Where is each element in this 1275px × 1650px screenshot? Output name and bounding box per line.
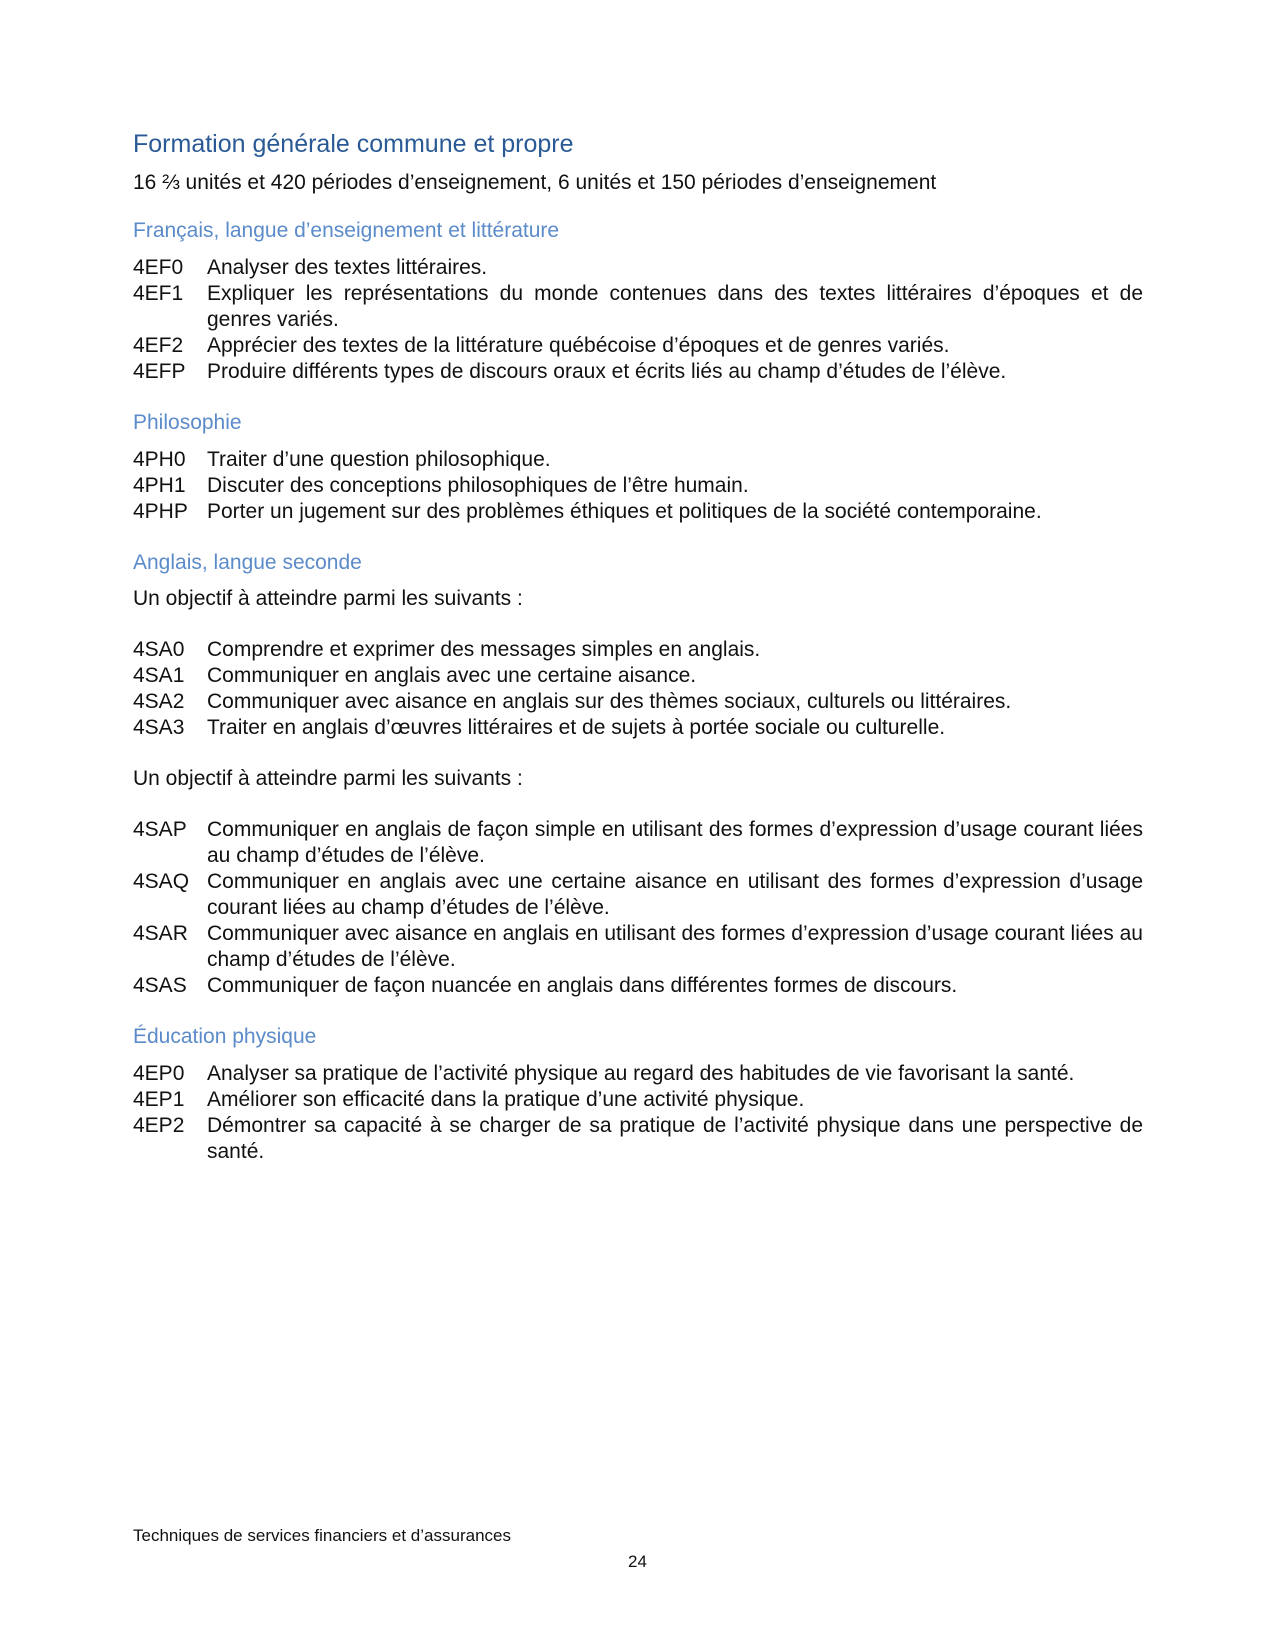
anglais-note-2: Un objectif à atteindre parmi les suivants : — [133, 767, 523, 790]
objective-text: Apprécier des textes de la littérature québécoise d’époques et de genres variés. — [207, 334, 950, 357]
objective-code: 4SA0 — [133, 638, 185, 661]
objective-code: 4EFP — [133, 360, 186, 383]
objective-code: 4EP2 — [133, 1114, 185, 1137]
objective-item — [133, 333, 1143, 359]
objective-text: Améliorer son efficacité dans la pratique d’une activité physique. — [207, 1088, 805, 1111]
objective-list-education-physique — [133, 1061, 1143, 1165]
page-number: 24 — [628, 1552, 647, 1571]
section-heading-anglais: Anglais, langue seconde — [133, 551, 362, 574]
objective-item — [133, 473, 1143, 499]
objective-code: 4EP1 — [133, 1088, 185, 1111]
objective-code: 4SA2 — [133, 690, 185, 713]
objective-text: Communiquer en anglais avec une certaine aisance. — [207, 664, 697, 687]
objective-text: Communiquer avec aisance en anglais sur des thèmes sociaux, culturels ou littéraires. — [207, 690, 1012, 713]
objective-code: 4SA3 — [133, 716, 185, 739]
objective-code: 4SAS — [133, 974, 187, 997]
objective-text: Expliquer les représentations du monde contenues dans des textes littéraires d’époques et de genres variés. — [207, 282, 1143, 331]
objective-list-francais — [133, 255, 1143, 385]
objective-item — [133, 499, 1143, 525]
anglais-note-1: Un objectif à atteindre parmi les suivants : — [133, 587, 523, 610]
objective-item — [133, 1061, 1143, 1087]
objective-list-anglais-1 — [133, 637, 1143, 741]
page-subtitle: 16 ⅔ unités et 420 périodes d’enseignement, 6 unités et 150 périodes d’enseignement — [133, 171, 937, 194]
section-heading-francais: Français, langue d’enseignement et littérature — [133, 219, 560, 242]
objective-code: 4EF0 — [133, 256, 184, 279]
objective-item — [133, 447, 1143, 473]
objective-item — [133, 715, 1143, 741]
objective-code: 4EF2 — [133, 334, 184, 357]
objective-text: Communiquer avec aisance en anglais en utilisant des formes d’expression d’usage courant liées au champ d’études de l’élève. — [207, 922, 1143, 971]
objective-text: Traiter d’une question philosophique. — [207, 448, 551, 471]
objective-text: Traiter en anglais d’œuvres littéraires et de sujets à portée sociale ou culturelle. — [207, 716, 946, 739]
document-body — [133, 130, 1143, 1191]
objective-text: Communiquer en anglais de façon simple en utilisant des formes d’expression d’usage courant liées au champ d’études de l’élève. — [207, 818, 1143, 867]
objective-code: 4SAR — [133, 922, 188, 945]
objective-text: Analyser des textes littéraires. — [207, 256, 488, 279]
objective-code: 4PH0 — [133, 448, 186, 471]
objective-item — [133, 921, 1143, 973]
objective-item — [133, 973, 1143, 999]
objective-code: 4PH1 — [133, 474, 186, 497]
objective-text: Analyser sa pratique de l’activité physique au regard des habitudes de vie favorisant la santé. — [207, 1062, 1075, 1085]
objective-text: Comprendre et exprimer des messages simples en anglais. — [207, 638, 761, 661]
objective-item — [133, 689, 1143, 715]
objective-item — [133, 255, 1143, 281]
objective-list-philosophie — [133, 447, 1143, 525]
section-heading-education-physique: Éducation physique — [133, 1025, 317, 1048]
objective-code: 4SA1 — [133, 664, 185, 687]
objective-text: Produire différents types de discours oraux et écrits liés au champ d’études de l’élève. — [207, 360, 1007, 383]
footer-document-title: Techniques de services financiers et d’assurances — [133, 1526, 511, 1545]
objective-item — [133, 359, 1143, 385]
objective-code: 4PHP — [133, 500, 188, 523]
objective-item — [133, 817, 1143, 869]
objective-code: 4SAQ — [133, 870, 190, 893]
objective-list-anglais-2 — [133, 817, 1143, 999]
section-heading-philosophie: Philosophie — [133, 411, 242, 434]
objective-item — [133, 663, 1143, 689]
objective-code: 4EF1 — [133, 282, 184, 305]
objective-text: Porter un jugement sur des problèmes éthiques et politiques de la société contemporaine. — [207, 500, 1042, 523]
objective-text: Démontrer sa capacité à se charger de sa pratique de l’activité physique dans une perspective de santé. — [207, 1114, 1143, 1163]
objective-text: Communiquer de façon nuancée en anglais dans différentes formes de discours. — [207, 974, 958, 997]
objective-item — [133, 637, 1143, 663]
objective-code: 4SAP — [133, 818, 187, 841]
page-title: Formation générale commune et propre — [133, 130, 574, 158]
objective-text: Discuter des conceptions philosophiques de l’être humain. — [207, 474, 749, 497]
objective-item — [133, 1113, 1143, 1165]
objective-item — [133, 869, 1143, 921]
objective-code: 4EP0 — [133, 1062, 185, 1085]
objective-text: Communiquer en anglais avec une certaine aisance en utilisant des formes d’expression d’usage courant liées au champ d’études de l’élève. — [207, 870, 1143, 919]
objective-item — [133, 281, 1143, 333]
objective-item — [133, 1087, 1143, 1113]
